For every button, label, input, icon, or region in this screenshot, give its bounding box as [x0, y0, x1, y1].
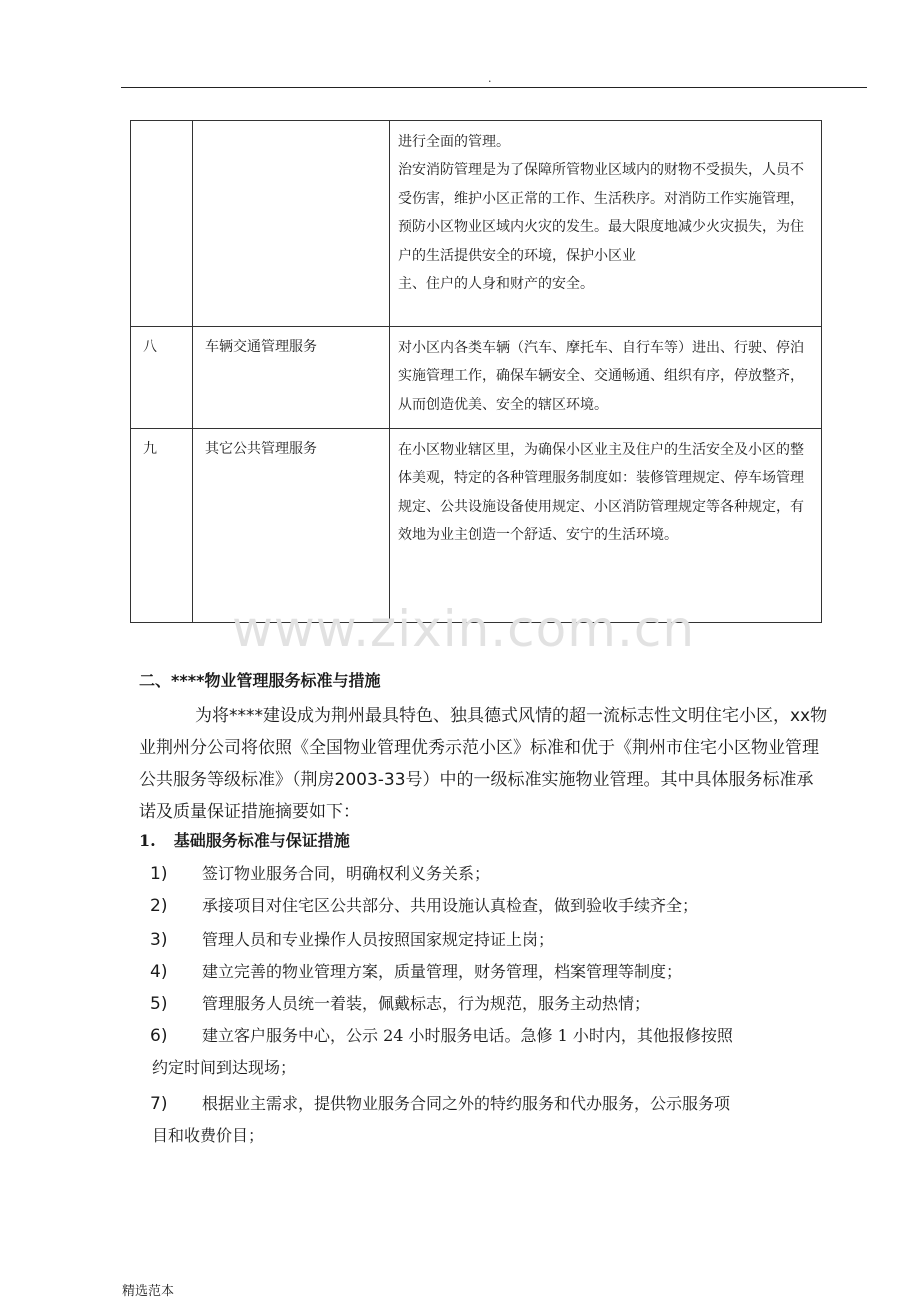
item-number: 3): [150, 930, 168, 950]
item-text: 承接项目对住宅区公共部分、共用设施认真检查，做到验收手续齐全；: [202, 896, 699, 915]
subsection-label: 基础服务标准与保证措施: [173, 831, 350, 850]
desc-paragraph: 对小区内各类车辆（汽车、摩托车、自行车等）进出、行驶、停泊实施管理工作，确保车辆安全、交通畅通、组织有序，停放整齐，从而创造优美、安全的辖区环境。: [398, 340, 804, 413]
desc-paragraph: 在小区物业辖区里，为确保小区业主及住户的生活安全及小区的整体美观，特定的各种管理服务制度如：装修管理规定、停车场管理规定、公共设施设备使用规定、小区消防管理规定等各种规定，有效地为业主创造一个舒适、安宁的生活环境。: [398, 442, 804, 544]
table-row: [131, 121, 822, 327]
section-title: 二、****物业管理服务标准与措施: [139, 671, 381, 690]
list-item: [150, 988, 820, 1020]
desc-paragraph: 进行全面的管理。: [398, 134, 510, 150]
row-number: [131, 121, 193, 327]
item-number: 7): [150, 1094, 168, 1114]
item-text: 建立完善的物业管理方案，质量管理，财务管理，档案管理等制度；: [202, 962, 683, 981]
row-description: [390, 327, 822, 429]
list-item: [150, 858, 820, 890]
row-number: 九: [131, 429, 193, 623]
list-item: [150, 924, 820, 956]
item-number: 5): [150, 994, 168, 1014]
list-item: [150, 956, 820, 988]
list-item: [150, 1088, 820, 1152]
footer-label: 精选范本: [122, 1284, 175, 1299]
item-number: 6): [150, 1026, 168, 1046]
section-intro: 为将****建设成为荆州最具特色、独具德式风情的超一流标志性文明住宅小区，xx物业荆州分公司将依照《全国物业管理优秀示范小区》标准和优于《荆州市住宅小区物业管理公共服务等级标准》（荆房2003-33号）中的一级标准实施物业管理。其中具体服务标准承诺及质量保证措施摘要如下：: [139, 706, 828, 822]
item-text: 根据业主需求，提供物业服务合同之外的特约服务和代办服务，公示服务项: [202, 1094, 731, 1113]
header-rule: [121, 87, 867, 88]
services-table: [130, 120, 822, 623]
item-text-continued: 约定时间到达现场；: [152, 1058, 297, 1077]
item-text: 签订物业服务合同，明确权利义务关系；: [202, 864, 491, 883]
item-text-continued: 目和收费价目；: [152, 1126, 265, 1145]
list-item: [150, 890, 820, 922]
list-item: [150, 1020, 820, 1084]
item-number: 4): [150, 962, 168, 982]
subsection-title: [139, 828, 350, 851]
row-description: [390, 429, 822, 623]
desc-paragraph: 主、住户的人身和财产的安全。: [398, 276, 594, 293]
desc-paragraph: 治安消防管理是为了保障所管物业区域内的财物不受损失，人员不受伤害，维护小区正常的工作、生活秩序。对消防工作实施管理，预防小区物业区域内火灾的发生。最大限度地减少火灾损失，为住户的生活提供安全的环境，保护小区业: [398, 162, 804, 264]
item-text: 建立客户服务中心，公示 24 小时服务电话。急修 1 小时内，其他报修按照: [202, 1026, 733, 1045]
item-text: 管理服务人员统一着装，佩戴标志，行为规范，服务主动热情；: [202, 994, 651, 1013]
row-service-name: 其它公共管理服务: [193, 429, 390, 623]
row-number: 八: [131, 327, 193, 429]
item-number: 1): [150, 864, 168, 884]
item-number: 2): [150, 896, 168, 916]
table-row: [131, 327, 822, 429]
row-service-name: [193, 121, 390, 327]
watermark: www.zixin.com.cn: [232, 600, 696, 658]
table-row: [131, 429, 822, 623]
subsection-number: 1.: [139, 831, 156, 850]
row-description: [390, 121, 822, 327]
item-text: 管理人员和专业操作人员按照国家规定持证上岗；: [202, 930, 555, 949]
header-dot: .: [488, 72, 492, 85]
row-service-name: 车辆交通管理服务: [193, 327, 390, 429]
